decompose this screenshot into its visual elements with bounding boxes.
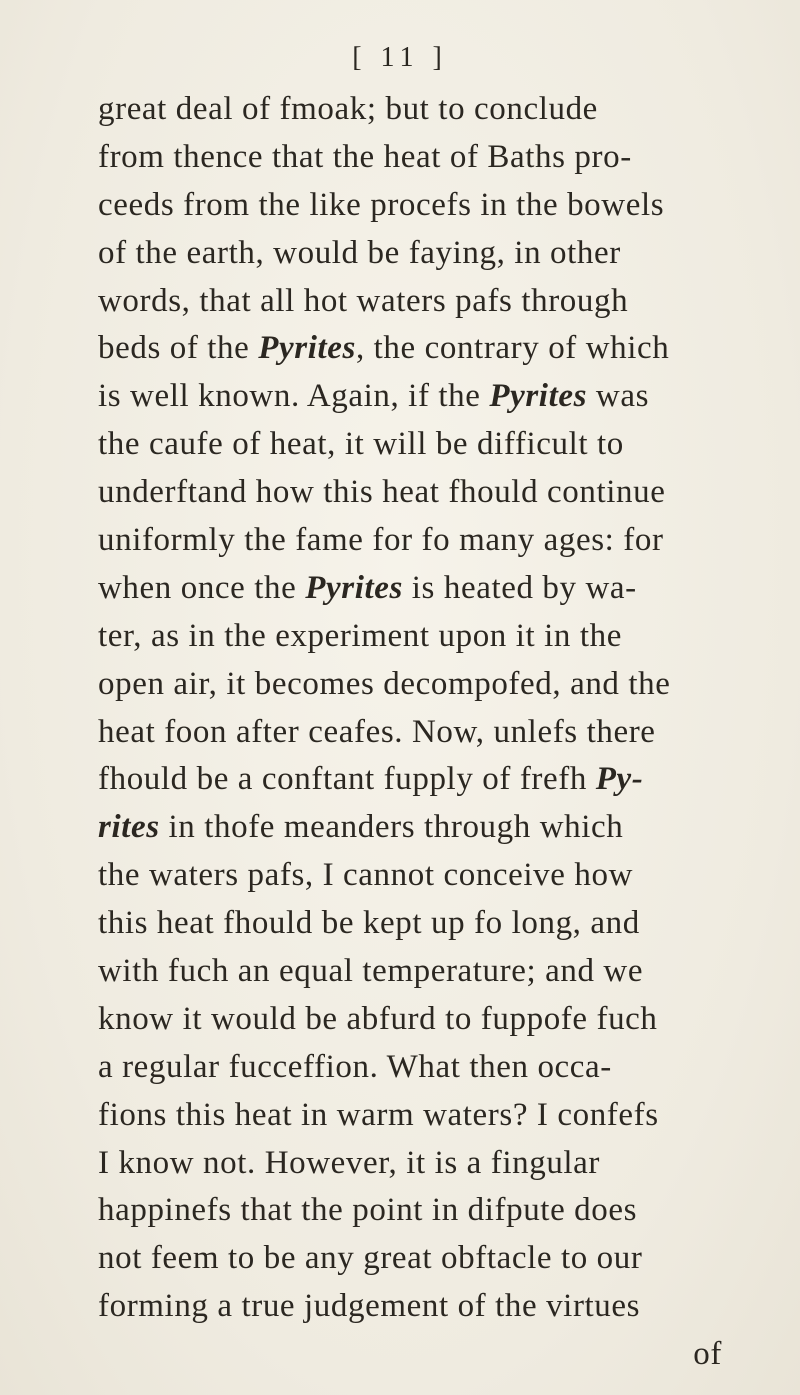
text-line: of the earth, would be faying, in other (98, 234, 621, 271)
text-line: know it would be abfurd to fuppofe fuch (98, 1000, 658, 1037)
text-line: the caufe of heat, it will be difficult to (98, 426, 624, 463)
text-line: ceeds from the like procefs in the bowels (98, 186, 665, 223)
text-line: not feem to be any great obftacle to our (98, 1240, 643, 1277)
text-line: from thence that the heat of Baths pro- (98, 138, 632, 175)
text-line: underftand how this heat fhould continue (98, 474, 666, 511)
page-number: [ 11 ] (352, 42, 448, 73)
text-line: this heat fhould be kept up fo long, and (98, 905, 640, 942)
text-line: with fuch an equal temperature; and we (98, 953, 644, 990)
body-text (98, 86, 798, 1379)
text-line: beds of the Pyrites, the contrary of which (98, 330, 670, 367)
text-line: ter, as in the experiment upon it in the (98, 617, 622, 654)
text-line: fhould be a conftant fupply of frefh Py- (98, 761, 644, 798)
text-line: words, that all hot waters pafs through (98, 282, 629, 319)
text-line: great deal of fmoak; but to conclude (98, 91, 598, 127)
text-line: happinefs that the point in difpute does (98, 1192, 638, 1229)
text-line: the waters pafs, I cannot conceive how (98, 857, 634, 894)
text-line: open air, it becomes decompofed, and the (98, 665, 671, 702)
text-line: uniformly the fame for fo many ages: for (98, 522, 664, 559)
catchword: of (693, 1336, 722, 1373)
text-line: forming a true judgement of the virtues (98, 1288, 641, 1325)
text-line: rites in thofe meanders through which (98, 809, 624, 846)
text-line: is well known. Again, if the Pyrites was (98, 378, 650, 415)
text-line: a regular fucceffion. What then occa- (98, 1048, 612, 1085)
text-line: I know not. However, it is a fingular (98, 1144, 601, 1181)
text-line: when once the Pyrites is heated by wa- (98, 569, 637, 606)
text-line: heat foon after ceafes. Now, unlefs there (98, 713, 656, 750)
text-line: fions this heat in warm waters? I confefs (98, 1096, 659, 1133)
